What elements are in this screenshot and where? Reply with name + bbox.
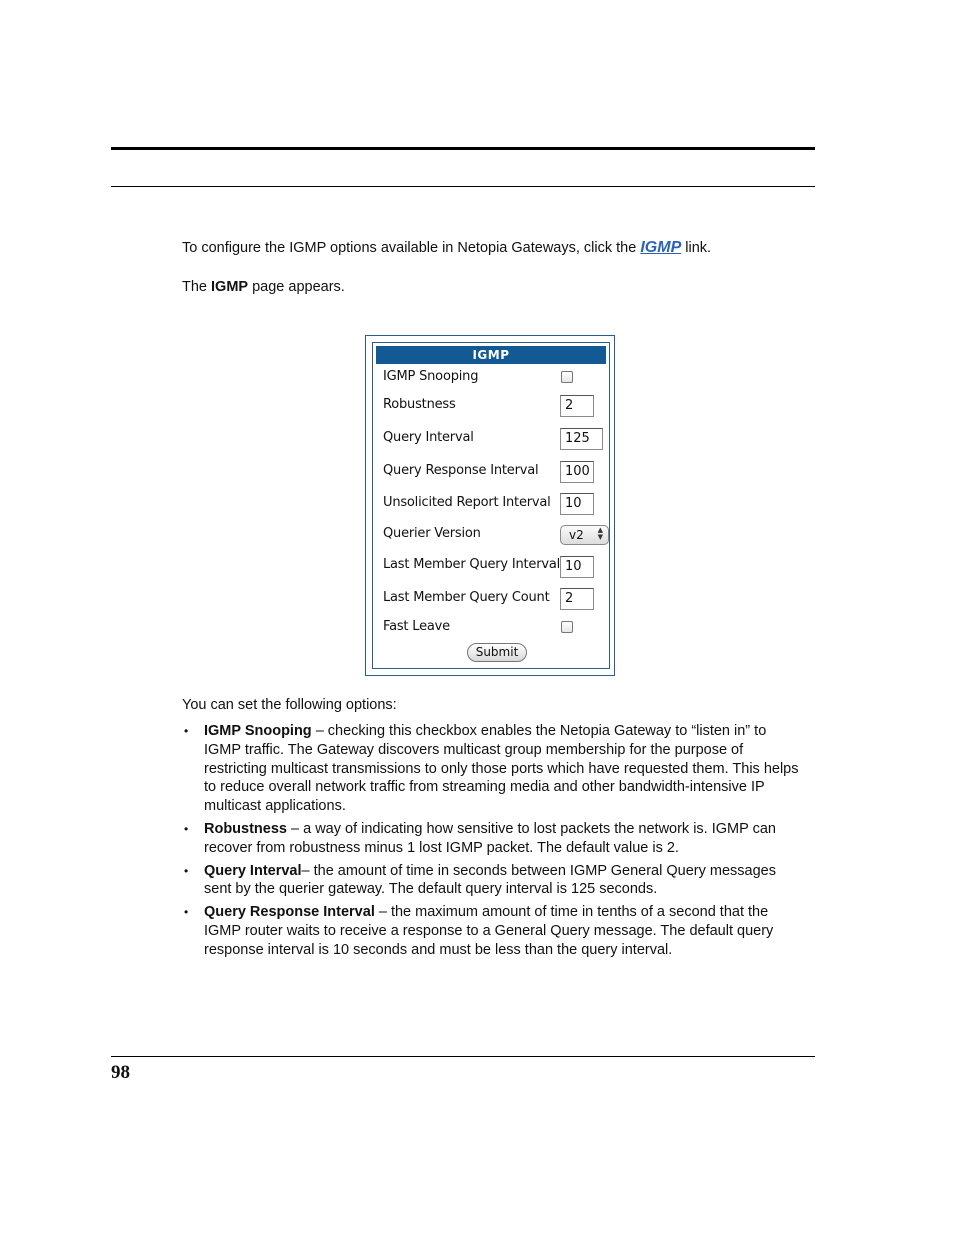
appears-bold: IGMP <box>211 279 249 295</box>
igmp-snooping-label: IGMP Snooping <box>383 369 479 384</box>
last-member-query-interval-input[interactable]: 10 <box>560 556 594 578</box>
option-term: Query Response Interval <box>204 904 375 921</box>
query-interval-input[interactable]: 125 <box>560 428 603 450</box>
last-member-query-interval-label: Last Member Query Interval <box>383 557 561 572</box>
query-response-interval-label: Query Response Interval <box>383 463 539 478</box>
igmp-panel-title: IGMP <box>376 346 606 364</box>
igmp-link[interactable]: IGMP <box>640 239 682 256</box>
bullet-icon: • <box>184 863 189 878</box>
fast-leave-checkbox[interactable] <box>561 621 573 633</box>
bullet-icon: • <box>184 821 189 836</box>
option-term: IGMP Snooping <box>204 723 312 739</box>
unsolicited-report-interval-label: Unsolicited Report Interval <box>383 495 551 510</box>
querier-version-label: Querier Version <box>383 526 481 541</box>
intro-paragraph <box>182 238 711 258</box>
last-member-query-count-input[interactable]: 2 <box>560 588 594 610</box>
options-list <box>182 722 802 964</box>
intro-text-before: To configure the IGMP options available in Netopia Gateways, click the <box>182 240 641 256</box>
submit-button[interactable]: Submit <box>467 643 527 662</box>
page-appears-paragraph <box>182 278 345 297</box>
options-intro: You can set the following options: <box>182 697 397 713</box>
query-interval-label: Query Interval <box>383 430 474 445</box>
option-description: – the maximum amount of time in tenths of a second that the IGMP router waits to receive a response to a General Query message. The default query response interval is 10 seconds and must be less than the query interval. <box>204 904 774 958</box>
list-item <box>182 903 802 959</box>
querier-version-value: v2 <box>569 528 584 542</box>
robustness-label: Robustness <box>383 397 456 412</box>
list-item <box>182 862 802 900</box>
fast-leave-label: Fast Leave <box>383 619 450 634</box>
option-description: – checking this checkbox enables the Netopia Gateway to “listen in” to IGMP traffic. The Gateway discovers multicast group membership for the purpose of restricting multicast transmissions to only those ports which have requested them. This helps to reduce overall network traffic from streaming media and other bandwidth-intensive IP multicast applications. <box>204 723 799 815</box>
querier-version-select[interactable] <box>560 525 609 545</box>
select-updown-icon: ▲ ▼ <box>597 526 603 541</box>
appears-suffix: page appears. <box>248 279 345 295</box>
query-response-interval-input[interactable]: 100 <box>560 461 594 483</box>
bullet-icon: • <box>184 905 189 920</box>
header-rule-thin <box>111 186 815 187</box>
igmp-panel-inner <box>372 342 610 669</box>
option-description: – the amount of time in seconds between IGMP General Query messages sent by the querier gateway. The default query interval is 125 seconds. <box>204 862 776 898</box>
igmp-snooping-checkbox[interactable] <box>561 371 573 383</box>
list-item <box>182 820 802 858</box>
option-term: Query Interval <box>204 862 302 879</box>
page-number: 98 <box>111 1062 130 1083</box>
robustness-input[interactable]: 2 <box>560 395 594 417</box>
list-item <box>182 722 802 816</box>
igmp-panel <box>365 335 615 676</box>
last-member-query-count-label: Last Member Query Count <box>383 590 550 605</box>
header-rule-thick <box>111 147 815 150</box>
intro-text-after: link. <box>681 240 712 256</box>
unsolicited-report-interval-input[interactable]: 10 <box>560 493 594 515</box>
footer-rule <box>111 1056 815 1057</box>
bullet-icon: • <box>184 724 189 738</box>
option-description: – a way of indicating how sensitive to lost packets the network is. IGMP can recover from robustness minus 1 lost IGMP packet. The default value is 2. <box>204 820 776 856</box>
option-term: Robustness <box>204 820 287 837</box>
appears-prefix: The <box>182 279 212 295</box>
